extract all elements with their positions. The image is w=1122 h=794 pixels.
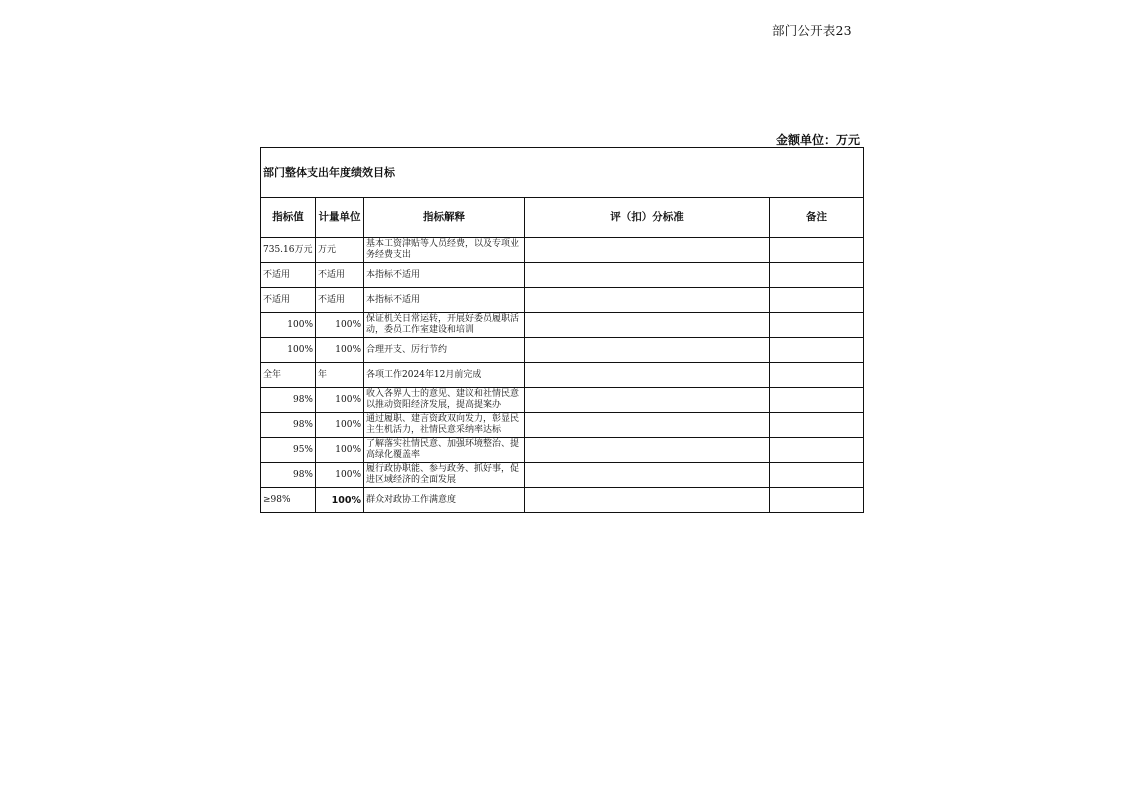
cell-unit: 100%: [316, 413, 364, 438]
cell-value: 不适用: [261, 263, 316, 288]
cell-explanation: 基本工资津贴等人员经费，以及专项业务经费支出: [364, 238, 525, 263]
cell-remark: [770, 438, 864, 463]
table-row: [261, 463, 864, 488]
cell-unit: 不适用: [316, 263, 364, 288]
table-row: [261, 263, 864, 288]
table-row: [261, 238, 864, 263]
cell-unit: 年: [316, 363, 364, 388]
cell-value: 100%: [261, 338, 316, 363]
table-row: [261, 438, 864, 463]
cell-remark: [770, 263, 864, 288]
cell-remark: [770, 488, 864, 513]
page-label: 部门公开表23: [772, 23, 852, 38]
cell-scoring: [525, 388, 770, 413]
cell-explanation: 合理开支、厉行节约: [364, 338, 525, 363]
table-row: [261, 288, 864, 313]
cell-value: 98%: [261, 463, 316, 488]
cell-value: 100%: [261, 313, 316, 338]
cell-value: 735.16万元: [261, 238, 316, 263]
cell-explanation: 收入各界人士的意见、建议和社情民意以推动资阳经济发展，提高提案办: [364, 388, 525, 413]
performance-target-table: [260, 147, 864, 513]
header-scoring: 评（扣）分标准: [525, 198, 770, 238]
cell-explanation: 群众对政协工作满意度: [364, 488, 525, 513]
table-row: [261, 388, 864, 413]
cell-scoring: [525, 238, 770, 263]
cell-remark: [770, 413, 864, 438]
cell-scoring: [525, 313, 770, 338]
cell-value: ≥98%: [261, 488, 316, 513]
table-title-row: [261, 148, 864, 198]
header-remark: 备注: [770, 198, 864, 238]
cell-remark: [770, 238, 864, 263]
cell-unit: 100%: [316, 438, 364, 463]
cell-scoring: [525, 413, 770, 438]
header-value: 指标值: [261, 198, 316, 238]
cell-explanation: 履行政协职能、参与政务、抓好事，促进区域经济的全面发展: [364, 463, 525, 488]
cell-remark: [770, 338, 864, 363]
cell-explanation: 各项工作2024年12月前完成: [364, 363, 525, 388]
cell-explanation: 保证机关日常运转，开展好委员履职活动，委员工作室建设和培训: [364, 313, 525, 338]
cell-value: 不适用: [261, 288, 316, 313]
cell-scoring: [525, 263, 770, 288]
cell-remark: [770, 388, 864, 413]
amount-unit-label: 金额单位：万元: [775, 133, 860, 147]
cell-unit: 不适用: [316, 288, 364, 313]
header-explanation: 指标解释: [364, 198, 525, 238]
table-row: [261, 338, 864, 363]
cell-scoring: [525, 438, 770, 463]
cell-scoring: [525, 463, 770, 488]
cell-scoring: [525, 338, 770, 363]
table-header-row: [261, 198, 864, 238]
cell-unit: 100%: [316, 338, 364, 363]
cell-unit: 100%: [316, 488, 364, 513]
cell-value: 98%: [261, 388, 316, 413]
cell-explanation: 通过履职、建言资政双向发力，彰显民主生机活力，社情民意采纳率达标: [364, 413, 525, 438]
cell-unit: 100%: [316, 463, 364, 488]
cell-explanation: 本指标不适用: [364, 263, 525, 288]
cell-scoring: [525, 363, 770, 388]
cell-unit: 100%: [316, 313, 364, 338]
table-row: [261, 313, 864, 338]
table-row: [261, 363, 864, 388]
cell-remark: [770, 463, 864, 488]
cell-unit: 万元: [316, 238, 364, 263]
cell-value: 全年: [261, 363, 316, 388]
cell-remark: [770, 363, 864, 388]
table-row: [261, 413, 864, 438]
cell-value: 95%: [261, 438, 316, 463]
header-unit: 计量单位: [316, 198, 364, 238]
cell-remark: [770, 288, 864, 313]
cell-explanation: 本指标不适用: [364, 288, 525, 313]
cell-unit: 100%: [316, 388, 364, 413]
cell-value: 98%: [261, 413, 316, 438]
cell-remark: [770, 313, 864, 338]
cell-explanation: 了解落实社情民意、加强环境整治、提高绿化覆盖率: [364, 438, 525, 463]
cell-scoring: [525, 488, 770, 513]
table-title: 部门整体支出年度绩效目标: [261, 148, 864, 198]
cell-scoring: [525, 288, 770, 313]
table-row: [261, 488, 864, 513]
